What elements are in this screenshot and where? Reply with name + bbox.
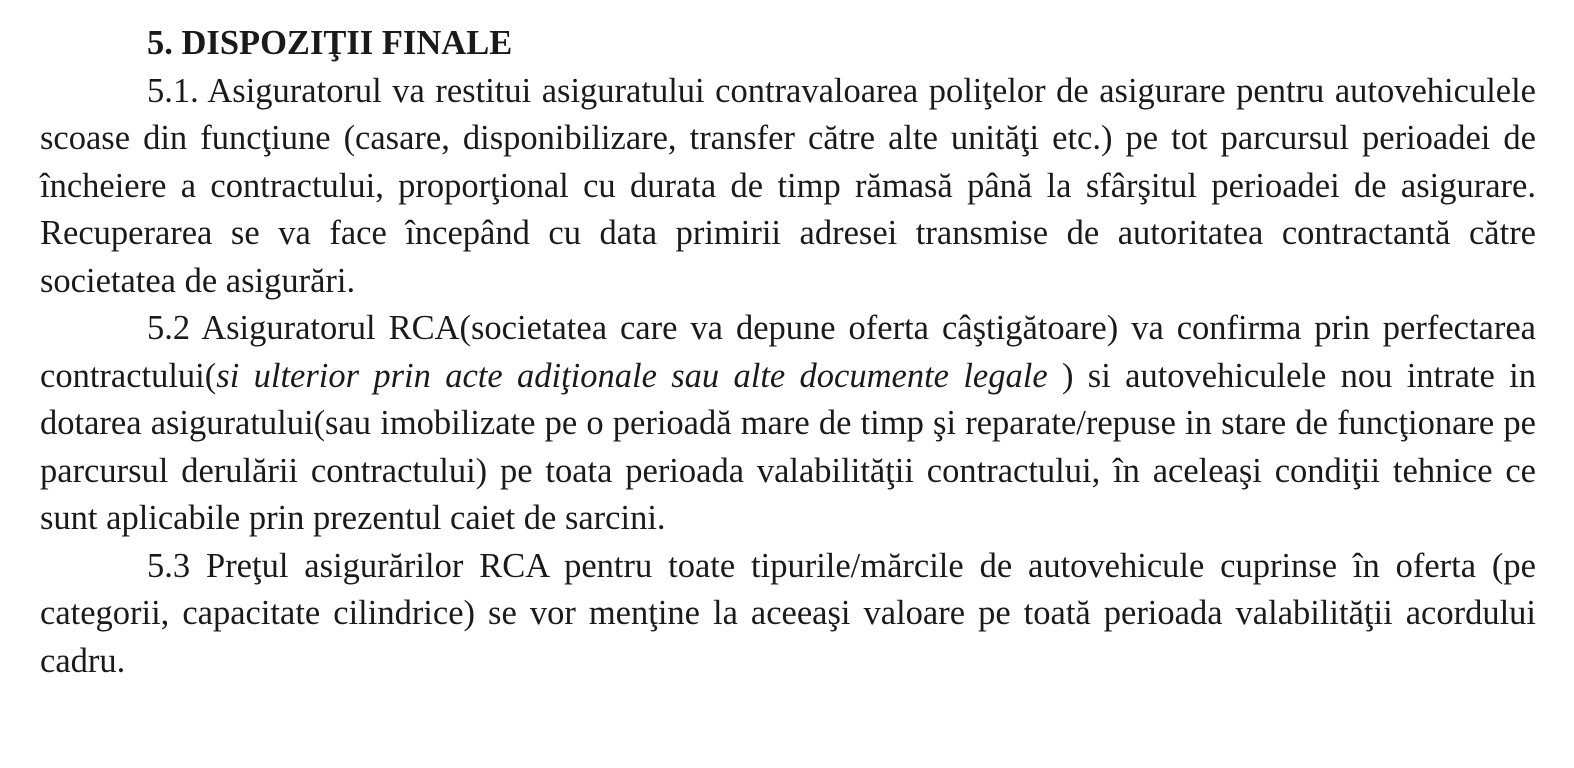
document-page (40, 20, 1536, 685)
section-heading: 5. DISPOZIŢII FINALE (147, 24, 513, 62)
paragraph-5-2-italic-text: si ulterior prin acte adiţionale sau alte documente legale (216, 356, 1048, 395)
paragraph-5-3: 5.3 Preţul asigurărilor RCA pentru toate tipurile/mărcile de autovehicule cuprinse în oferta (pe categorii, capacitate cilindrice) se vor menţine la aceeaşi valoare pe toată perioada valabilităţii acordului cadru. (40, 546, 1536, 680)
paragraph-5-1: 5.1. Asiguratorul va restitui asiguratului contravaloarea poliţelor de asigurare pentru autovehiculele scoase din funcţiune (casare, disponibilizare, transfer către alte unităţi etc.) pe tot parcursul perioadei de încheiere a contractului, proporţional cu durata de timp rămasă până la sfârşitul perioadei de asigurare. Recuperarea se va face începând cu data primirii adresei transmise de autoritatea contractantă către societatea de asigurări. (40, 71, 1536, 300)
paragraph-5-2-text-start: 5.2 Asiguratorul RCA(societatea care va depune oferta câştigătoare) va confirma prin perfectarea contractului( (40, 309, 1536, 395)
paragraph-5-2-text-end: ) si autovehiculele nou intrate in dotarea asiguratului(sau imobilizate pe o perioadă mare de timp şi reparate/repuse in stare de funcţionare pe parcursul derulării contractului) pe toata perioada valabilităţii contractului, în aceleaşi condiţii tehnice ce sunt aplicabile prin prezentul caiet de sarcini. (40, 356, 1536, 537)
paragraph-5-2 (40, 305, 1536, 543)
